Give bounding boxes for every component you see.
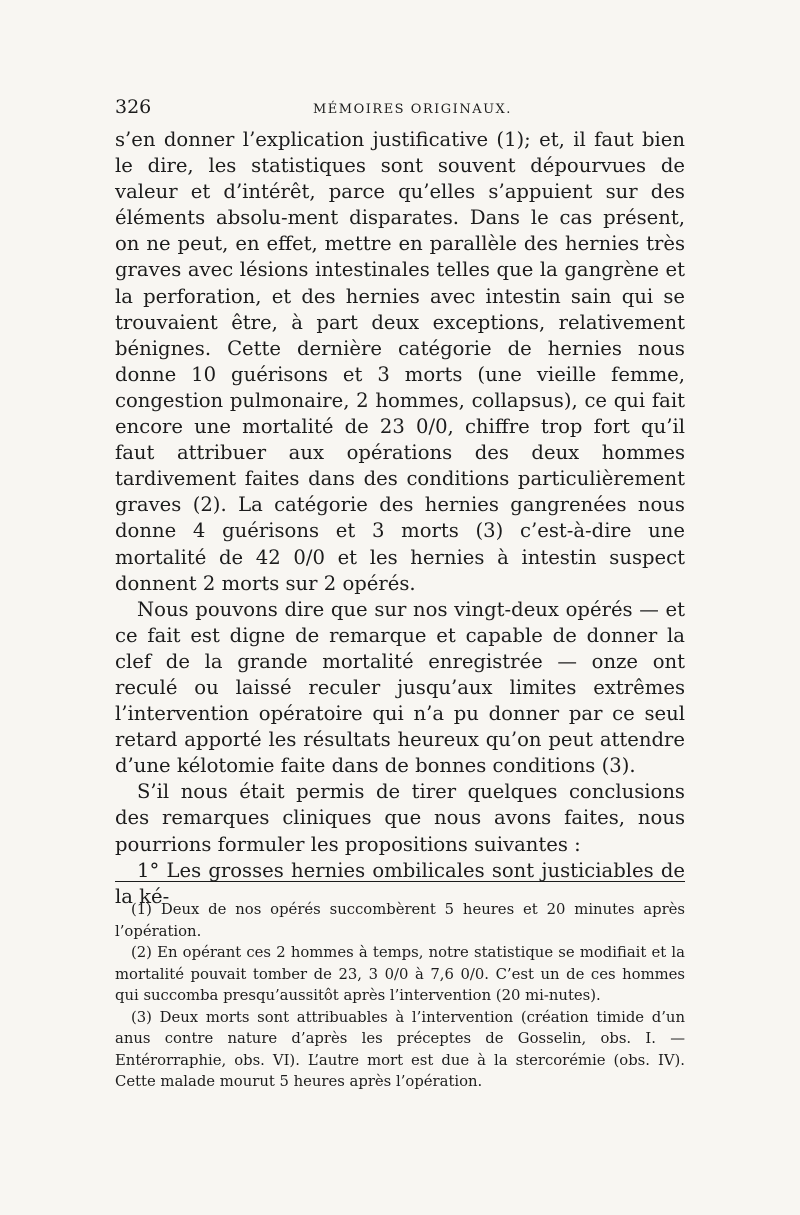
page-header (115, 96, 685, 126)
body-text (115, 127, 685, 910)
paragraph-continuation: s’en donner l’explication justificative (1); et, il faut bien le dire, les statistiques sont souvent dépourvues de valeur et d’intérêt, parce qu’elles s’appuient sur des éléments absolu-ment disparates. Dans le cas présent, on ne peut, en effet, mettre en parallèle des hernies très graves avec lésions intestinales telles que la gangrène et la perforation, et des hernies avec intestin sain qui se trouvaient être, à part deux exceptions, relativement bénignes. Cette dernière catégorie de hernies nous donne 10 guérisons et 3 morts (une vieille femme, congestion pulmonaire, 2 hommes, collapsus), ce qui fait encore une mortalité de 23 0/0, chiffre trop fort qu’il faut attribuer aux opérations des deux hommes tardivement faites dans des conditions particulièrement graves (2). La catégorie des hernies gangrenées nous donne 4 guérisons et 3 morts (3) c’est-à-dire une mortalité de 42 0/0 et les hernies à intestin suspect donnent 2 morts sur 2 opérés. (115, 128, 685, 595)
footnotes (115, 899, 685, 1093)
footnote-1: (1) Deux de nos opérés succombèrent 5 heures et 20 minutes après l’opération. (115, 901, 685, 940)
running-title: MÉMOIRES ORIGINAUX. (313, 102, 512, 117)
footnote-3: (3) Deux morts sont attribuables à l’intervention (création timide d’un anus contre nature d’après les préceptes de Gosselin, obs. I. — Entérorraphie, obs. VI). L’autre mort est due à la stercorémie (obs. IV). Cette malade mourut 5 heures après l’opération. (115, 1008, 685, 1090)
footnote-2: (2) En opérant ces 2 hommes à temps, notre statistique se modifiait et la mortalité pouvait tomber de 23, 3 0/0 à 7,6 0/0. C’est un de ces hommes qui succomba presqu’aussitôt après l’intervention (20 mi-nutes). (115, 944, 685, 1004)
footnote-divider (115, 881, 685, 882)
paragraph: Nous pouvons dire que sur nos vingt-deux opérés — et ce fait est digne de remarque et capable de donner la clef de la grande mortalité enregistrée — onze ont reculé ou laissé reculer jusqu’aux limites extrêmes l’intervention opératoire qui n’a pu donner par ce seul retard apporté les résultats heureux qu’on peut attendre d’une kélotomie faite dans de bonnes conditions (3). (115, 597, 685, 778)
paragraph: S’il nous était permis de tirer quelques conclusions des remarques cliniques que nous avons faites, nous pourrions formuler les propositions suivantes : (115, 780, 685, 856)
page-number: 326 (115, 96, 152, 118)
paragraph-proposition: 1° Les grosses hernies ombilicales sont justiciables de la ké- (115, 858, 685, 908)
